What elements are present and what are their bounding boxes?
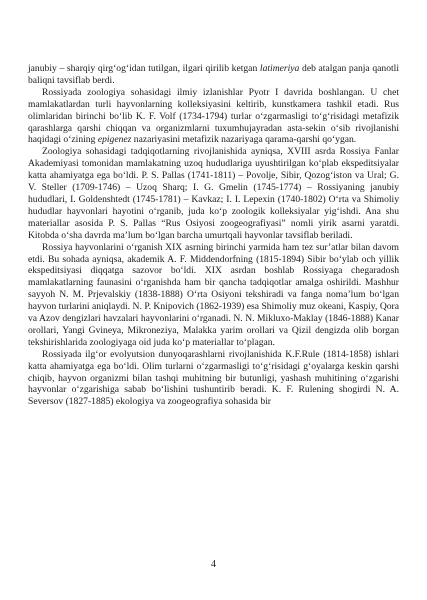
- italic-term: epigenez: [97, 134, 132, 146]
- page-number: 4: [211, 559, 216, 570]
- body-text: [28, 63, 399, 408]
- text-run: Rossiya hayvonlarini o‘rganish XIX asrning birinchi yarmida ham tez sur’atlar bilan davom etdi. Bu sohada ayniqsa, akademik A. F. Middendorfning (1815-1894) Sibir bo‘ylab och yillik ekspeditsiyasi diqqatga sazovor bo‘ldi. XIX asrdan boshlab Rossiyaga chegaradosh mamlakatlarning faunasini o‘rganishda ham bir qancha tadqiqotlar amalga oshirildi. Mashhur sayyoh N. M. Prjevalskiy (1838-1888) O‘rta Osiyoni tekshiradi va fanga noma’lum bo‘lgan hayvon turlarini aniqlaydi. N. P. Knipovich (1862-1939) esa Shimoliy muz okeani, Kaspiy, Qora va Azov dengizlari havzalari hayvonlarini o‘rganadi. N. N. Mikluxo-Maklay (1846-1888) Kanar orollari, Yangi Gvineya, Mikroneziya, Malakka yarim orollari va Qizil dengizda olib borgan tekshirishlarida zoologiyaga oid juda ko‘p materiallar to‘plagan.: [28, 241, 399, 348]
- text-run: nazariyasini metafizik nazariyaga qarama-qarshi qo‘ygan.: [131, 134, 357, 146]
- paragraph: [28, 63, 399, 87]
- text-run: janubiy – sharqiy qirg‘og‘idan tutilgan, ilgari qirilib ketgan: [28, 63, 260, 74]
- text-run: Zoologiya sohasidagi tadqiqotlarning rivojlanishida ayniqsa, XVIII asrda Rossiya Fanlar Akademiyasi tomonidan mamlakatning uzoq hududlariga uyushtirilgan ko‘plab ekspeditsiyalar katta ahamiyatga ega bo‘ldi. P. S. Pallas (1741-1811) – Povolje, Sibir, Qozog‘iston va Ural; G. V. Steller (1709-1746) – Uzoq Sharq; I. G. Gmelin (1745-1774) – Rossiyaning janubiy hududlari, I. Goldenshtedt (1745-1781) – Kavkaz; I. I. Lepexin (1740-1802) O‘rta va Shimoliy hududlar hayvonlari hayotini o‘rganib, juda ko‘p zoologik kolleksiyalar yig‘ishdi. Ana shu materiallar asosida P. S. Pallas “Rus Osiyosi zoogeografiyasi” nomli yirik asarni yaratdi. Kitobda o‘sha davrda ma’lum bo‘lgan barcha umurtqali hayvonlar tavsiflab beriladi.: [28, 146, 399, 241]
- text-run: Rossiyada ilg‘or evolyutsion dunyoqarashlarni rivojlanishida K.F.Rule (1814-1858) ishlari katta ahamiyatga ega bo‘ldi. Olim turlarni o‘zgarmasligi to‘g‘risidagi g‘oyalarga keskin qarshi chiqib, hayvon organizmi bilan tashqi muhitning bir butunligi, yashash muhitining o‘zgarishi hayvonlar o‘zgarishiga sabab bo‘lishini tushuntirib beradi. K. F. Rulening shogirdi N. A. Seversov (1827-1885) ekologiya va zoogeografiya sohasida bir: [28, 348, 399, 408]
- paragraph: [28, 146, 399, 241]
- paragraph: [28, 242, 399, 349]
- paragraph: [28, 349, 399, 409]
- italic-term: latimeriya: [259, 63, 300, 74]
- paragraph: [28, 87, 399, 147]
- text-run: Rossiyada zoologiya sohasidagi ilmiy izlanishlar Pyotr I davrida boshlangan. U chet mamlakatlardan turli hayvonlarning kolleksiyasini keltirib, kunstkamera tashkil etadi. Rus olimlaridan birinchi bo‘lib K. F. Volf (1734-1794) turlar o‘zgarmasligi to‘g‘risidagi metafizik qarashlarga qarshi chiqqan va organizmlarni tuxumhujayradan asta-sekin o‘sib rivojlanishi haqidagi o‘zining: [28, 86, 399, 146]
- text-run: deb atalgan panja qanotli baliqni tavsiflab berdi.: [28, 63, 399, 86]
